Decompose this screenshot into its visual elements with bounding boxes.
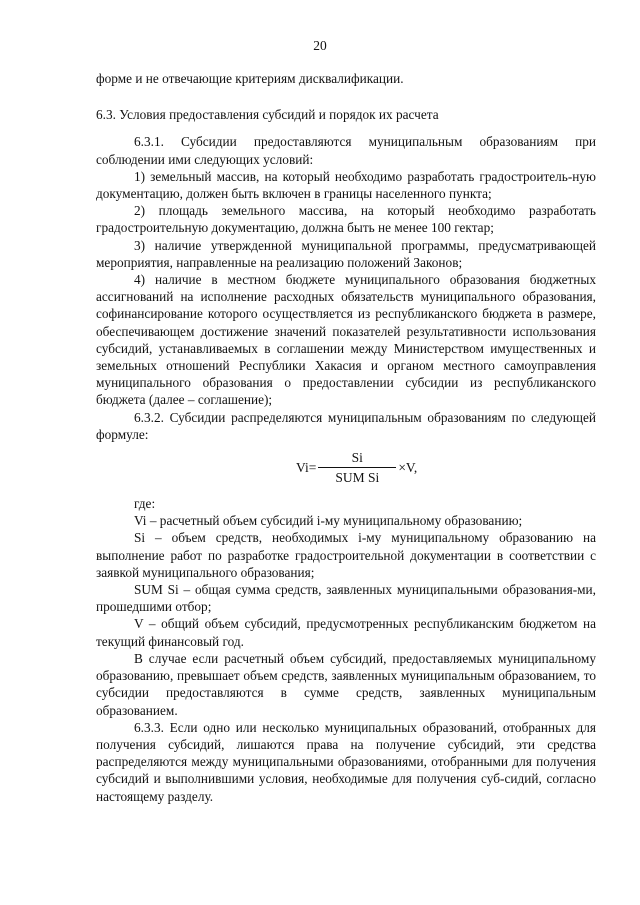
formula-block: [96, 445, 596, 491]
paragraph-6-3-2: 6.3.2. Субсидии распределяются муниципальным образованиям по следующей формуле:: [96, 409, 596, 442]
formula-denominator: SUM Si: [335, 470, 380, 486]
subsidy-formula: [296, 449, 417, 486]
formula-fraction: [318, 449, 396, 486]
document-body: [96, 70, 596, 805]
condition-1: 1) земельный массив, на который необходимо разработать градостроитель-ную документацию, должен быть включен в границы населенного пункта;: [96, 168, 596, 202]
paragraph-6-3-1: 6.3.1. Субсидии предоставляются муниципальным образованиям при соблюдении ими следующих условий:: [96, 134, 596, 167]
definition-vi: Vi – расчетный объем субсидий i-му муниципальному образованию;: [134, 513, 523, 529]
definition-si: Si – объем средств, необходимых i-му муниципальному образованию на выполнение работ по разработке градостроительной документации в соответствии с заявкой муниципального образования;: [96, 530, 596, 580]
condition-3: 3) наличие утвержденной муниципальной программы, предусматривающей мероприятия, направленные на реализацию положений Законов;: [96, 237, 596, 270]
where-label: где:: [134, 496, 156, 512]
section-heading: 6.3. Условия предоставления субсидий и порядок их расчета: [96, 107, 439, 123]
paragraph-excess-case: В случае если расчетный объем субсидий, предоставляемых муниципальному образованию, превышает объем средств, заявленных муниципальным образованием, то субсидии предоставляются в сумме средств, заявленных муниципальным образованием.: [96, 650, 596, 718]
condition-2: 2) площадь земельного массива, на который необходимо разработать градостроительную документацию, должна быть не менее 100 гектар;: [96, 203, 596, 236]
lead-line: форме и не отвечающие критериям дисквалификации.: [96, 71, 404, 86]
formula-numerator: Si: [318, 449, 396, 468]
definition-v: V – общий объем субсидий, предусмотренных республиканским бюджетом на текущий финансовый год.: [96, 616, 596, 649]
condition-4: 4) наличие в местном бюджете муниципального образования бюджетных ассигнований на исполнение расходных обязательств муниципального образования, софинансирование которого осуществляется из республиканского бюджета в размере, обеспечивающем достижение значений показателей результативности использования субсидий, устанавливаемых в соглашении между Министерством имущественных и земельных отношений Республики Хакасия и органом местного самоуправления муниципального образования о предоставлении субсидии из республиканского бюджета (далее – соглашение);: [96, 272, 596, 408]
page-number: 20: [313, 38, 327, 53]
definition-sum-si: SUM Si – общая сумма средств, заявленных муниципальными образования-ми, прошедшими отбор;: [96, 582, 596, 615]
formula-rhs: ×V,: [398, 460, 418, 476]
paragraph-6-3-3: 6.3.3. Если одно или несколько муниципальных образований, отобранных для получения субсидий, лишаются права на получение субсидий, эти средства распределяются между муниципальными образованиями, отобранными для получения субсидий и выполнившими условия, необходимые для получения суб-сидий, согласно настоящему разделу.: [96, 719, 596, 804]
formula-lhs: Vi=: [296, 460, 317, 476]
